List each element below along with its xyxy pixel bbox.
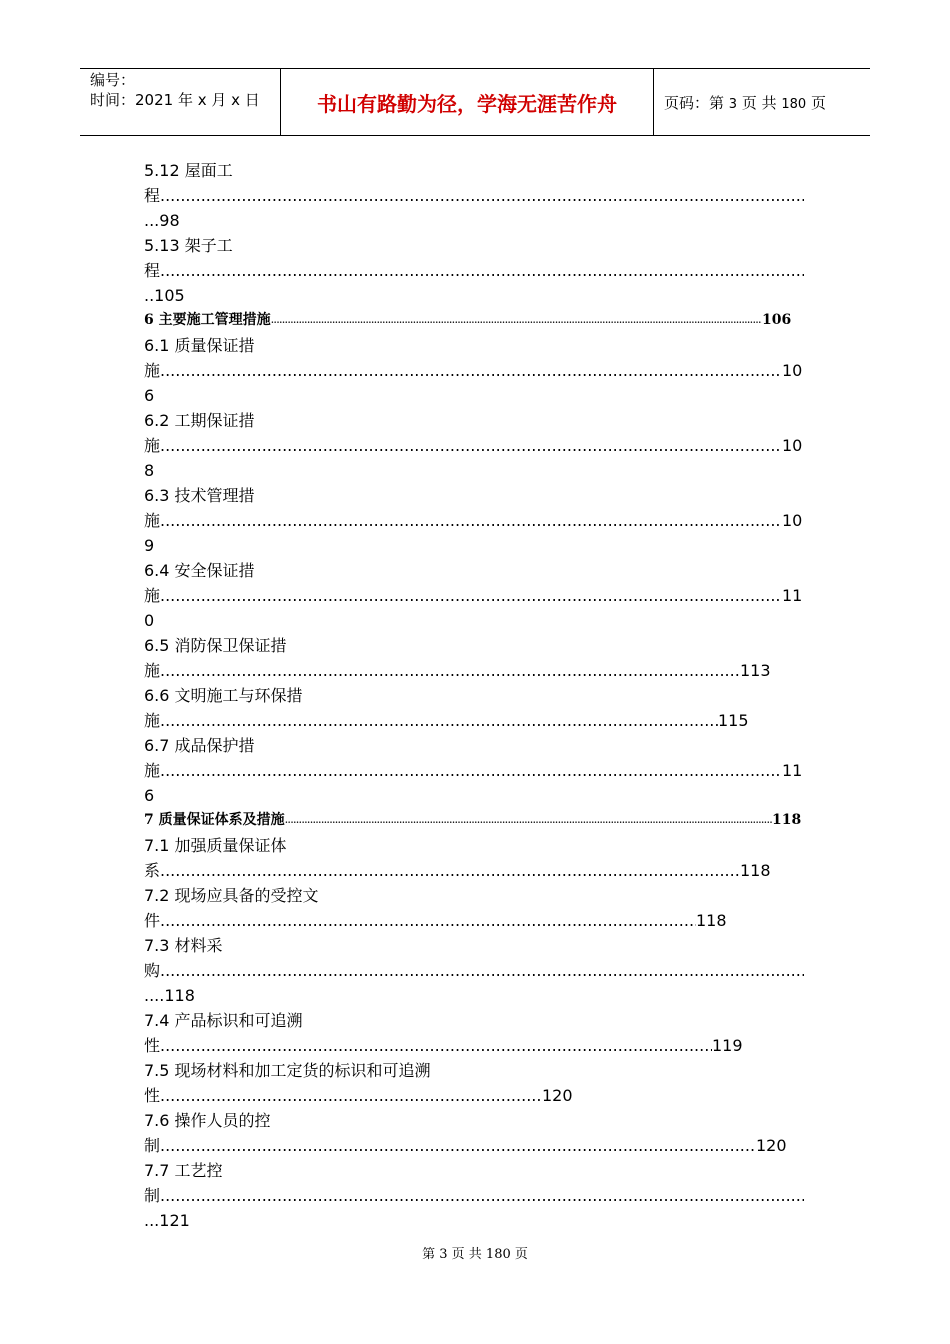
toc-line[interactable] [144, 583, 814, 608]
toc-page-number: 120 [756, 1136, 787, 1155]
toc-line-text: 6.3 技术管理措 [144, 486, 255, 505]
toc-dot-leader [160, 508, 782, 533]
toc-line-text: 施 [144, 511, 161, 530]
toc-line[interactable] [144, 608, 814, 633]
toc-line-text: 6.4 安全保证措 [144, 561, 255, 580]
toc-line[interactable] [144, 933, 814, 958]
page-label-mid: 页 共 [737, 94, 782, 112]
header-motto: 书山有路勤为径，学海无涯苦作舟 [317, 92, 617, 116]
toc-line-text: 7.5 现场材料和加工定货的标识和可追溯 [144, 1061, 431, 1080]
toc-page-number: 119 [712, 1036, 743, 1055]
toc-dot-leader [285, 808, 772, 833]
toc-page-number: 118 [772, 812, 802, 828]
toc-line[interactable] [144, 233, 814, 258]
page-header [80, 68, 870, 136]
toc-line[interactable] [144, 1058, 814, 1083]
toc-dot-leader [160, 1183, 804, 1208]
toc-line-text: 7.4 产品标识和可追溯 [144, 1011, 303, 1030]
toc-page-number: 11 [782, 761, 803, 780]
toc-line[interactable] [144, 1008, 814, 1033]
toc-line-text: 施 [144, 436, 161, 455]
toc-line-text: 7 质量保证体系及措施 [144, 812, 285, 828]
toc-line-text: 施 [144, 661, 161, 680]
header-left-cell [80, 69, 281, 135]
header-center-cell [281, 69, 654, 135]
toc-line-text: 施 [144, 586, 161, 605]
page-label-prefix: 页码：第 [664, 94, 729, 112]
toc-line-text: 6 [144, 386, 155, 405]
toc-line[interactable] [144, 758, 814, 783]
toc-line-text: 购 [144, 961, 161, 980]
toc-line-text: 施 [144, 361, 161, 380]
toc-line[interactable] [144, 158, 814, 183]
toc-line-text: ..105 [144, 286, 185, 305]
toc-line-text: 6.2 工期保证措 [144, 411, 255, 430]
toc-line-text: 性 [144, 1036, 161, 1055]
toc-line-text: 7.2 现场应具备的受控文 [144, 886, 319, 905]
toc-line-text: ....118 [144, 986, 195, 1005]
toc-line[interactable] [144, 558, 814, 583]
toc-line-text: 6.1 质量保证措 [144, 336, 255, 355]
toc-line-text: ...121 [144, 1211, 190, 1230]
document-number-label: 编号： [90, 71, 136, 89]
toc-line-text: 7.3 材料采 [144, 936, 223, 955]
toc-line[interactable] [144, 258, 814, 283]
toc-line[interactable] [144, 458, 814, 483]
toc-line-text: 件 [144, 911, 161, 930]
toc-dot-leader [160, 1033, 712, 1058]
toc-line[interactable] [144, 908, 814, 933]
toc-line-text: 9 [144, 536, 155, 555]
toc-line[interactable] [144, 483, 814, 508]
toc-dot-leader [160, 858, 740, 883]
toc-line[interactable] [144, 533, 814, 558]
page-current-number: 3 [728, 97, 738, 112]
toc-line[interactable] [144, 1083, 814, 1108]
page-footer: 第 3 页 共 180 页 [422, 1247, 528, 1262]
toc-line[interactable] [144, 283, 814, 308]
toc-line-text: 6.7 成品保护措 [144, 736, 255, 755]
toc-line[interactable] [144, 858, 814, 883]
toc-line[interactable] [144, 433, 814, 458]
toc-line[interactable] [144, 958, 814, 983]
toc-line-text: 8 [144, 461, 155, 480]
toc-line-text: 6.6 文明施工与环保措 [144, 686, 303, 705]
toc-line-text: 7.1 加强质量保证体 [144, 836, 287, 855]
toc-line-text: 施 [144, 711, 161, 730]
toc-line[interactable] [144, 208, 814, 233]
toc-line-text: 0 [144, 611, 155, 630]
toc-line[interactable] [144, 1033, 814, 1058]
toc-dot-leader [160, 258, 804, 283]
toc-page-number: 10 [782, 436, 803, 455]
toc-page-number: 10 [782, 361, 803, 380]
toc-dot-leader [271, 308, 762, 333]
page-total-number: 180 [781, 97, 807, 112]
toc-dot-leader [160, 583, 782, 608]
toc-line[interactable] [144, 1133, 814, 1158]
page-label-suffix: 页 [806, 94, 826, 112]
toc-dot-leader [160, 183, 804, 208]
toc-line-text: 6 [144, 786, 155, 805]
toc-line[interactable] [144, 883, 814, 908]
toc-line-text: 制 [144, 1186, 161, 1205]
toc-page-number: 118 [740, 861, 771, 880]
document-date-label: 时间：2021 年 x 月 x 日 [90, 91, 260, 109]
toc-line-text: 性 [144, 1086, 161, 1105]
toc-line[interactable] [144, 833, 814, 858]
toc-page-number: 115 [718, 711, 749, 730]
toc-line[interactable] [144, 658, 814, 683]
toc-line[interactable] [144, 358, 814, 383]
toc-line[interactable] [144, 408, 814, 433]
toc-page-number: 106 [762, 312, 792, 328]
toc-page-number: 118 [696, 911, 727, 930]
toc-page-number: 120 [542, 1086, 573, 1105]
toc-dot-leader [160, 1133, 756, 1158]
toc-line-text: 7.6 操作人员的控 [144, 1111, 271, 1130]
toc-line-text: 程 [144, 261, 161, 280]
toc-line[interactable] [144, 508, 814, 533]
toc-line[interactable] [144, 783, 814, 808]
toc-line-text: ...98 [144, 211, 180, 230]
toc-page-number: 10 [782, 511, 803, 530]
toc-line-text: 施 [144, 761, 161, 780]
table-of-contents [144, 158, 814, 1233]
toc-line-text: 程 [144, 186, 161, 205]
toc-line[interactable] [144, 333, 814, 358]
toc-line[interactable] [144, 708, 814, 733]
toc-dot-leader [160, 908, 696, 933]
toc-dot-leader [160, 658, 740, 683]
header-right-cell [654, 69, 870, 135]
toc-line[interactable] [144, 308, 814, 333]
toc-page-number: 11 [782, 586, 803, 605]
toc-dot-leader [160, 433, 782, 458]
toc-line-text: 6.5 消防保卫保证措 [144, 636, 287, 655]
toc-line[interactable] [144, 683, 814, 708]
toc-line[interactable] [144, 808, 814, 833]
toc-line-text: 7.7 工艺控 [144, 1161, 223, 1180]
toc-dot-leader [160, 758, 782, 783]
toc-dot-leader [160, 958, 804, 983]
toc-line-text: 系 [144, 861, 161, 880]
toc-page-number: 113 [740, 661, 771, 680]
header-page-info [664, 93, 826, 115]
toc-line[interactable] [144, 983, 814, 1008]
toc-line-text: 6 主要施工管理措施 [144, 312, 271, 328]
toc-dot-leader [160, 1083, 542, 1108]
toc-line[interactable] [144, 383, 814, 408]
toc-line[interactable] [144, 633, 814, 658]
toc-dot-leader [160, 358, 782, 383]
toc-line-text: 制 [144, 1136, 161, 1155]
toc-line[interactable] [144, 183, 814, 208]
toc-line[interactable] [144, 1208, 814, 1233]
toc-line-text: 5.12 屋面工 [144, 161, 233, 180]
toc-line[interactable] [144, 1183, 814, 1208]
toc-line[interactable] [144, 1158, 814, 1183]
toc-dot-leader [160, 708, 718, 733]
toc-line[interactable] [144, 733, 814, 758]
toc-line[interactable] [144, 1108, 814, 1133]
toc-line-text: 5.13 架子工 [144, 236, 233, 255]
